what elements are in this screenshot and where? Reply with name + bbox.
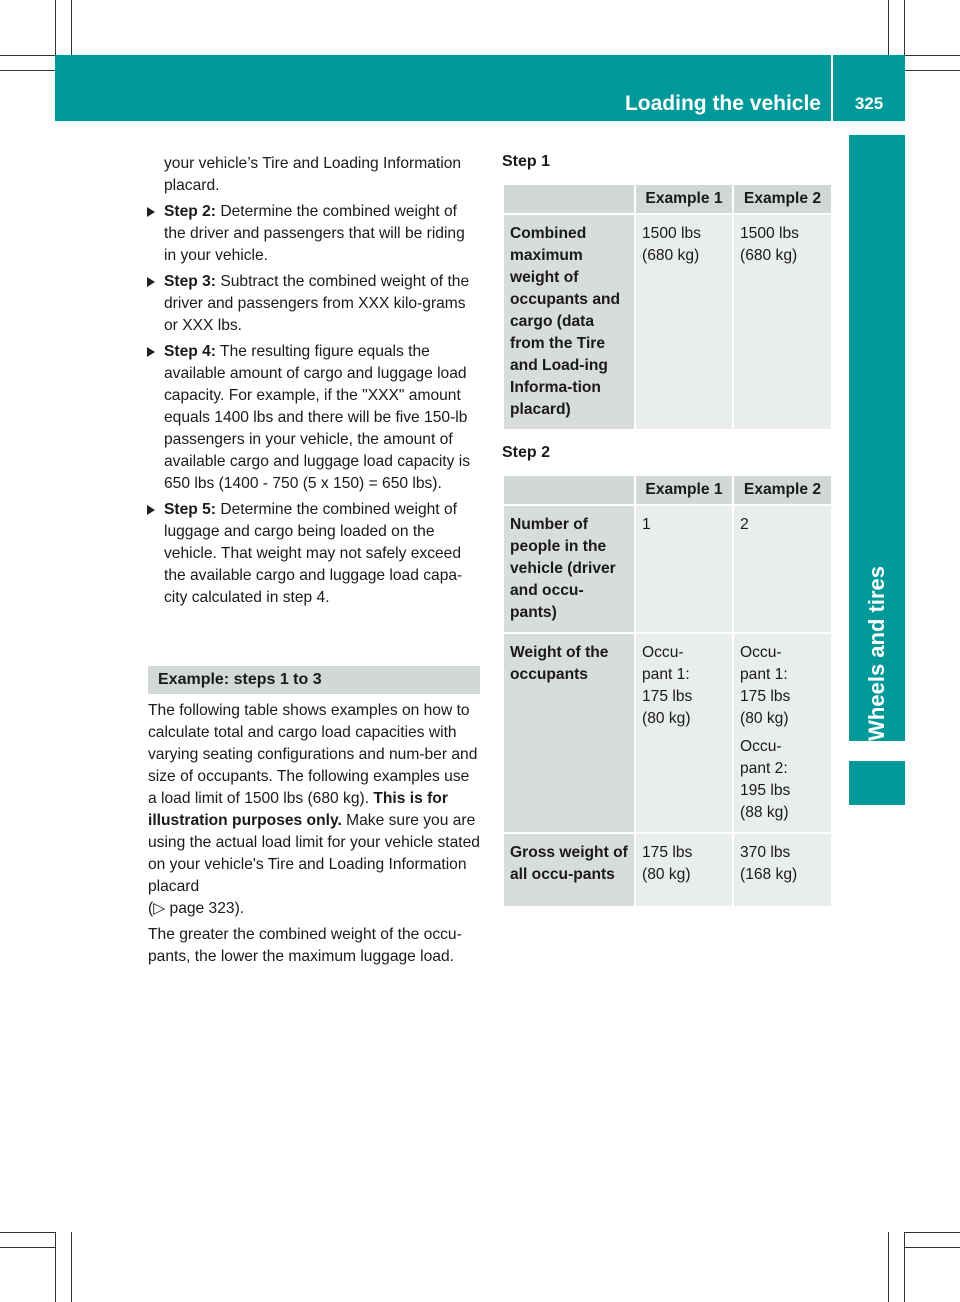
table-row (504, 634, 831, 832)
crop-mark (904, 1232, 905, 1302)
crop-mark (0, 1247, 55, 1248)
step-2-table (502, 474, 833, 908)
table-cell (734, 834, 831, 906)
step-1-label: Step 1 (502, 153, 551, 170)
cell-line: pant 1: (740, 666, 788, 683)
table-corner-cell (504, 476, 634, 504)
table-cell (636, 834, 732, 906)
cell-line: (80 kg) (740, 710, 789, 727)
step-arrow-icon (147, 347, 155, 357)
table-row (504, 834, 831, 906)
instruction-step (148, 201, 480, 267)
row-header: Gross weight of all occu-pants (504, 834, 634, 906)
cell-line: 1500 lbs (740, 225, 799, 242)
page-title: Loading the vehicle (624, 92, 821, 115)
row-header: Combined maximum weight of occupants and cargo (data from the Tire and Load-ing Informa-tion placard) (504, 215, 634, 429)
cell-line: 175 lbs (642, 844, 693, 861)
table-cell (636, 634, 732, 832)
example-paragraph: The following table shows examples on how to calculate total and cargo load capacities with varying seating configurations and num-ber and size of occupants. The following examples use a load limit of 1500 lbs (680 kg). This is for illustration purposes only. Make sure you are using the actual load limit for your vehicle stated on your vehicle's Tire and Loading Information placard (▷ page 323). (148, 702, 480, 917)
crop-mark (0, 70, 55, 71)
step-label: Step 3: (164, 273, 216, 290)
page-header (55, 55, 905, 121)
instruction-step (148, 499, 480, 609)
step-arrow-icon (147, 207, 155, 217)
cell-line: pant 1: (642, 666, 690, 683)
crop-mark (71, 1232, 72, 1302)
column-header: Example 2 (734, 476, 831, 504)
cell-line: 175 lbs (740, 688, 791, 705)
step-text: The resulting figure equals the available amount of cargo and luggage load capacity. For example, if the "XXX" amount equals 1400 lbs and there will be five 150-lb passengers in your vehicle, the amount of available cargo and luggage load capacity is 650 lbs (1400 - 750 (5 x 150) = 650 lbs). (164, 343, 471, 492)
row-header: Number of people in the vehicle (driver and occu-pants) (504, 506, 634, 632)
step-2-label: Step 2 (502, 444, 551, 461)
step-arrow-icon (147, 277, 155, 287)
cell-line: 1500 lbs (642, 225, 701, 242)
instructions-column (148, 153, 480, 609)
crop-mark (905, 55, 960, 56)
step-arrow-icon (147, 505, 155, 515)
cell-line: pant 2: (740, 760, 788, 777)
cell-line: (80 kg) (642, 710, 691, 727)
instruction-step (148, 271, 480, 337)
cell-line: Occu- (740, 738, 782, 755)
step-label: Step 2: (164, 203, 216, 220)
chapter-marker (849, 761, 905, 805)
crop-mark (55, 0, 56, 55)
table-cell: 1 (636, 506, 732, 632)
crop-mark (904, 0, 905, 55)
paragraph-text: Make sure you are using the actual load limit for your vehicle stated on your vehicle's Tire and Loading Information placard (148, 812, 480, 895)
crop-mark (0, 1232, 55, 1233)
table-row (504, 215, 831, 429)
table-corner-cell (504, 185, 634, 213)
cell-line: Occu- (642, 644, 684, 661)
chapter-tab (849, 135, 905, 741)
step-text: Determine the combined weight of luggage and cargo being loaded on the vehicle. That weight may not safely exceed the available cargo and luggage load capa-city calculated in step 4. (164, 501, 463, 606)
cell-line: (88 kg) (740, 804, 789, 821)
table-cell (734, 215, 831, 429)
crop-mark (905, 1247, 960, 1248)
emphasis-text: This is for illustration purposes only. (148, 790, 448, 829)
step-1-table (502, 183, 833, 431)
page-reference-arrow-icon: ▷ (153, 900, 166, 917)
crop-mark (905, 70, 960, 71)
cell-line: 175 lbs (642, 688, 693, 705)
column-header: Example 1 (636, 476, 732, 504)
step-label: Step 5: (164, 501, 216, 518)
intro-text: your vehicle’s Tire and Loading Information placard. (164, 155, 462, 194)
instruction-step (148, 341, 480, 495)
cell-line: (680 kg) (642, 247, 700, 264)
cell-line: (80 kg) (642, 866, 691, 883)
page-reference: page 323). (165, 900, 245, 917)
example-description (148, 700, 480, 972)
step-label: Step 4: (164, 343, 216, 360)
table-row (504, 506, 831, 632)
page-number: 325 (854, 94, 884, 113)
crop-mark (888, 1232, 889, 1302)
section-heading-text: Example: steps 1 to 3 (158, 671, 322, 688)
cell-line: 370 lbs (740, 844, 791, 861)
table-header-row (504, 185, 831, 213)
step-text: Subtract the combined weight of the driver and passengers from XXX kilo-grams or XXX lbs. (164, 273, 470, 334)
cell-line: (168 kg) (740, 866, 798, 883)
row-header: Weight of the occupants (504, 634, 634, 832)
column-header: Example 1 (636, 185, 732, 213)
crop-mark (55, 1232, 56, 1302)
chapter-tab-label: Wheels and tires (864, 566, 889, 741)
crop-mark (905, 1232, 960, 1233)
column-header: Example 2 (734, 185, 831, 213)
table-header-row (504, 476, 831, 504)
crop-mark (888, 0, 889, 55)
cell-line: (680 kg) (740, 247, 798, 264)
example-paragraph: The greater the combined weight of the occu-pants, the lower the maximum luggage load. (148, 926, 462, 965)
cell-line: 195 lbs (740, 782, 791, 799)
crop-mark (0, 55, 55, 56)
table-cell: 2 (734, 506, 831, 632)
section-heading (148, 666, 480, 694)
cell-line: Occu- (740, 644, 782, 661)
crop-mark (71, 0, 72, 55)
paragraph-text: The following table shows examples on how to calculate total and cargo load capacities with varying seating configurations and num-ber and size of occupants. The following examples use a load limit of 1500 lbs (680 kg). (148, 702, 478, 807)
step-text: Determine the combined weight of the driver and passengers that will be riding in your vehicle. (164, 203, 465, 264)
table-cell (636, 215, 732, 429)
table-cell (734, 634, 831, 832)
